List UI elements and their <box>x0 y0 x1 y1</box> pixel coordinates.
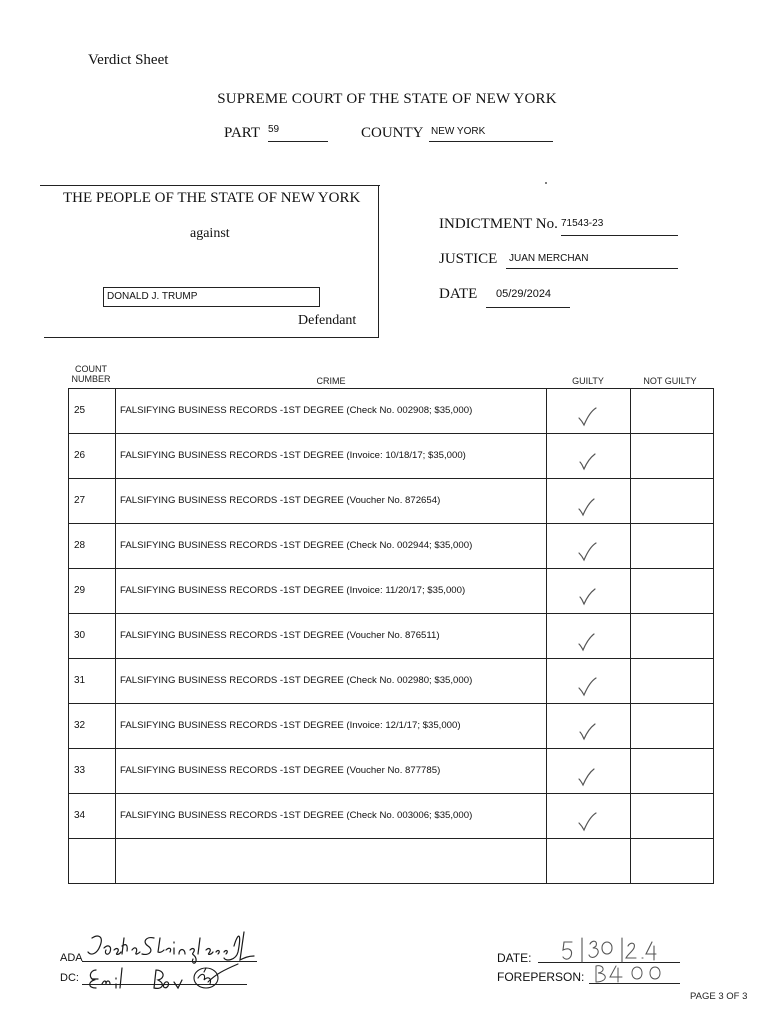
county-field: NEW YORK <box>429 126 553 142</box>
count-number-cell: 26 <box>69 434 116 479</box>
dc-signature <box>86 962 246 992</box>
checkmark-icon <box>577 721 599 743</box>
indictment-number-field: 71543-23 <box>561 218 678 236</box>
guilty-cell[interactable] <box>547 659 631 704</box>
checkmark-icon <box>577 676 599 698</box>
plaintiff-name: THE PEOPLE OF THE STATE OF NEW YORK <box>63 190 361 206</box>
caption-top-rule <box>40 185 380 186</box>
guilty-cell[interactable] <box>547 749 631 794</box>
count-number-cell: 29 <box>69 569 116 614</box>
guilty-cell[interactable] <box>547 434 631 479</box>
crime-cell: FALSIFYING BUSINESS RECORDS -1ST DEGREE (Voucher No. 877785) <box>116 749 547 794</box>
table-row <box>69 524 714 569</box>
indictment-label: INDICTMENT No. <box>439 216 558 232</box>
not-guilty-cell[interactable] <box>631 704 714 749</box>
checkmark-icon <box>577 541 599 563</box>
not-guilty-cell[interactable] <box>631 389 714 434</box>
guilty-cell[interactable] <box>547 704 631 749</box>
crime-cell: FALSIFYING BUSINESS RECORDS -1ST DEGREE (Voucher No. 872654) <box>116 479 547 524</box>
justice-label: JUSTICE <box>439 251 498 267</box>
table-row <box>69 569 714 614</box>
crime-cell: FALSIFYING BUSINESS RECORDS -1ST DEGREE (Invoice: 11/20/17; $35,000) <box>116 569 547 614</box>
checkmark-icon <box>577 406 599 428</box>
part-label: PART <box>224 125 261 141</box>
foreperson-signature <box>590 962 680 984</box>
crime-cell: FALSIFYING BUSINESS RECORDS -1ST DEGREE (Check No. 002944; $35,000) <box>116 524 547 569</box>
count-number-cell: 30 <box>69 614 116 659</box>
date-label: DATE <box>439 286 478 302</box>
foreperson-label: FOREPERSON: <box>497 970 585 984</box>
crime-cell <box>116 839 547 884</box>
table-row <box>69 839 714 884</box>
foreperson-date-handwritten <box>556 936 680 964</box>
guilty-cell[interactable] <box>547 569 631 614</box>
not-guilty-cell[interactable] <box>631 479 714 524</box>
not-guilty-cell[interactable] <box>631 794 714 839</box>
defendant-name-field: DONALD J. TRUMP <box>103 287 320 307</box>
checkmark-icon <box>577 811 599 833</box>
not-guilty-cell[interactable] <box>631 434 714 479</box>
justice-field: JUAN MERCHAN <box>506 253 678 269</box>
against-label: against <box>190 226 230 241</box>
count-number-cell: 28 <box>69 524 116 569</box>
not-guilty-cell[interactable] <box>631 569 714 614</box>
foreperson-date-label: DATE: <box>497 951 532 965</box>
table-row <box>69 794 714 839</box>
checkmark-icon <box>577 766 599 788</box>
table-row <box>69 749 714 794</box>
count-number-cell: 33 <box>69 749 116 794</box>
count-number-cell: 31 <box>69 659 116 704</box>
checkmark-icon <box>577 451 599 473</box>
not-guilty-cell[interactable] <box>631 749 714 794</box>
guilty-cell[interactable] <box>547 794 631 839</box>
count-header-line1: COUNT <box>75 364 107 374</box>
crime-cell: FALSIFYING BUSINESS RECORDS -1ST DEGREE (Check No. 002908; $35,000) <box>116 389 547 434</box>
ada-label: ADA <box>60 952 83 964</box>
guilty-cell[interactable] <box>547 524 631 569</box>
ada-signature <box>84 928 264 964</box>
not-guilty-header: NOT GUILTY <box>643 376 697 386</box>
count-number-cell: 25 <box>69 389 116 434</box>
defendant-label: Defendant <box>298 313 357 328</box>
crime-cell: FALSIFYING BUSINESS RECORDS -1ST DEGREE (Check No. 003006; $35,000) <box>116 794 547 839</box>
guilty-header: GUILTY <box>572 376 604 386</box>
dc-label: DC: <box>60 972 79 984</box>
verdict-table <box>68 388 714 884</box>
scan-speck <box>545 182 547 184</box>
not-guilty-cell[interactable] <box>631 659 714 704</box>
date-field: 05/29/2024 <box>486 288 570 308</box>
count-number-cell: 27 <box>69 479 116 524</box>
checkmark-icon <box>577 496 599 518</box>
count-header-line2: NUMBER <box>71 374 111 384</box>
county-label: COUNTY <box>361 125 424 141</box>
guilty-cell[interactable] <box>547 389 631 434</box>
guilty-cell[interactable] <box>547 839 631 884</box>
court-title: SUPREME COURT OF THE STATE OF NEW YORK <box>217 91 557 107</box>
table-row <box>69 704 714 749</box>
count-number-cell: 32 <box>69 704 116 749</box>
table-row <box>69 659 714 704</box>
crime-cell: FALSIFYING BUSINESS RECORDS -1ST DEGREE (Invoice: 12/1/17; $35,000) <box>116 704 547 749</box>
checkmark-icon <box>577 586 599 608</box>
guilty-cell[interactable] <box>547 614 631 659</box>
verdict-table-body <box>69 389 714 884</box>
table-row <box>69 434 714 479</box>
not-guilty-cell[interactable] <box>631 524 714 569</box>
count-number-cell: 34 <box>69 794 116 839</box>
count-number-cell <box>69 839 116 884</box>
not-guilty-cell[interactable] <box>631 614 714 659</box>
crime-cell: FALSIFYING BUSINESS RECORDS -1ST DEGREE (Check No. 002980; $35,000) <box>116 659 547 704</box>
guilty-cell[interactable] <box>547 479 631 524</box>
verdict-sheet-title: Verdict Sheet <box>88 52 169 68</box>
part-field: 59 <box>268 124 328 142</box>
table-row <box>69 614 714 659</box>
not-guilty-cell[interactable] <box>631 839 714 884</box>
crime-header: CRIME <box>316 376 346 386</box>
count-number-header <box>66 364 116 384</box>
page-number: PAGE 3 OF 3 <box>690 991 748 1002</box>
crime-cell: FALSIFYING BUSINESS RECORDS -1ST DEGREE (Voucher No. 876511) <box>116 614 547 659</box>
table-row <box>69 479 714 524</box>
crime-cell: FALSIFYING BUSINESS RECORDS -1ST DEGREE (Invoice: 10/18/17; $35,000) <box>116 434 547 479</box>
checkmark-icon <box>577 631 599 653</box>
table-row <box>69 389 714 434</box>
